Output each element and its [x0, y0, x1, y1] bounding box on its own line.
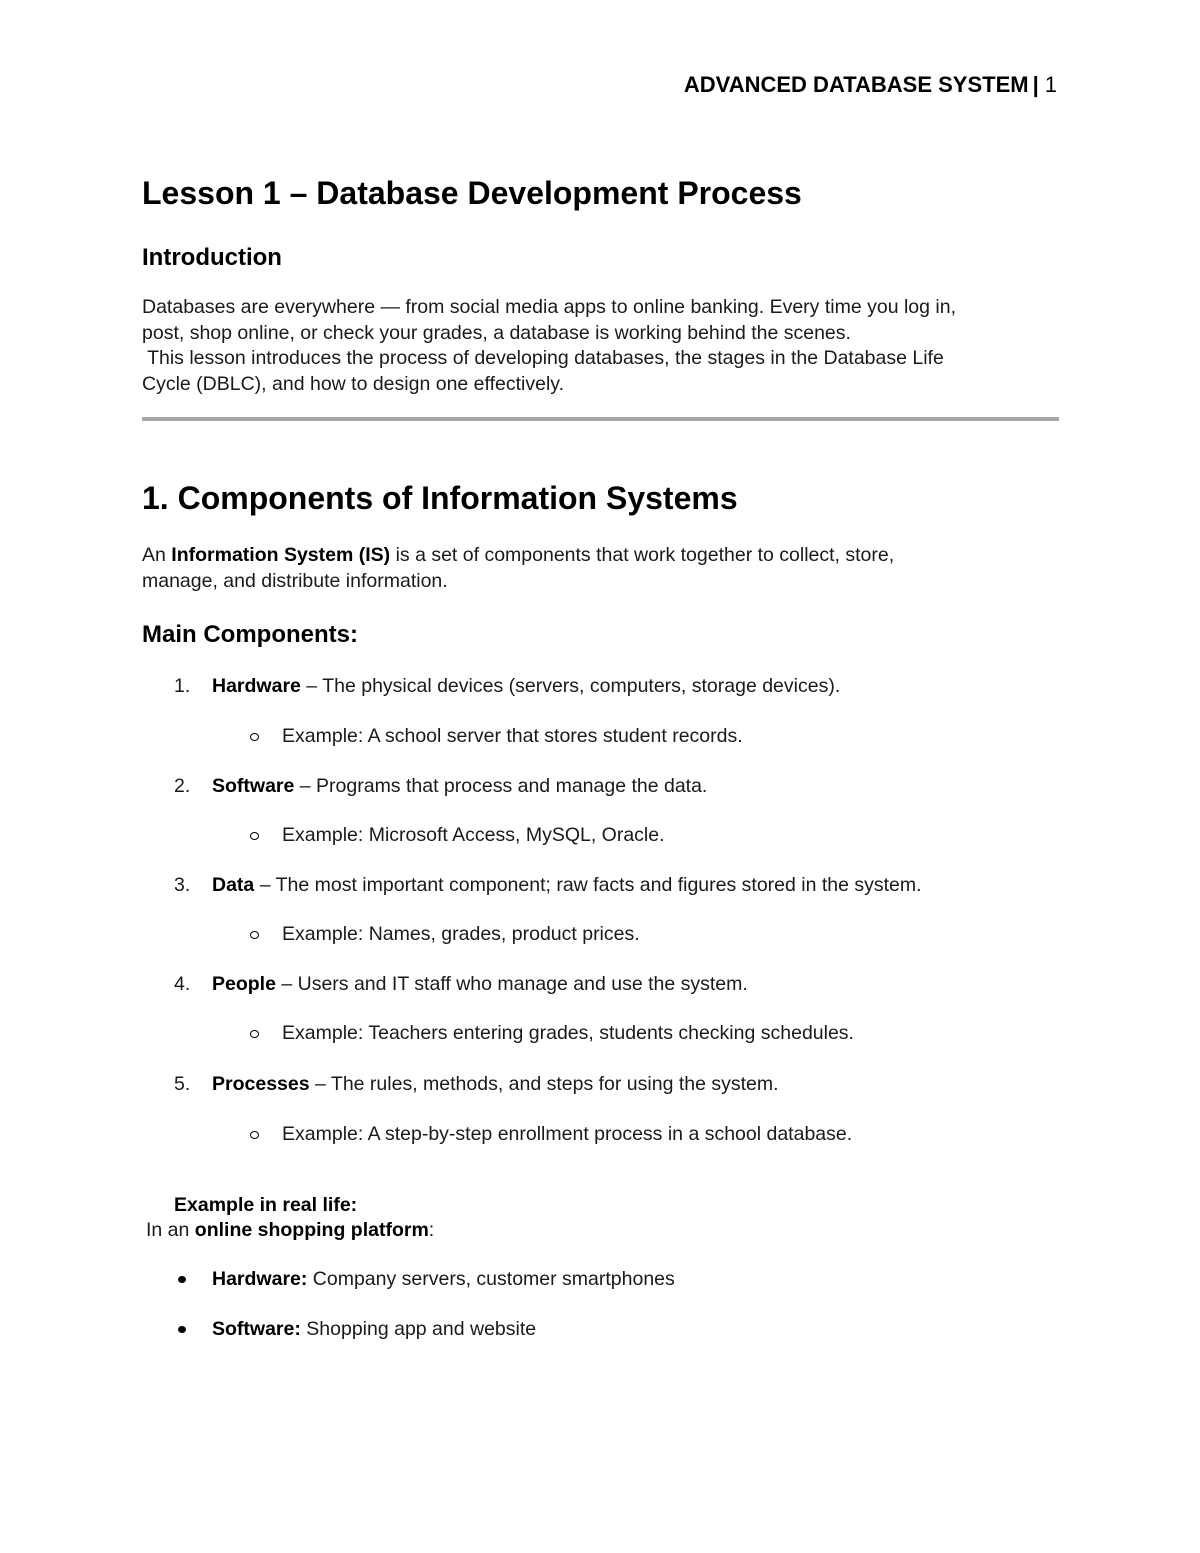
section-paragraph [142, 543, 1060, 594]
circle-bullet-icon [250, 733, 259, 741]
component-name: Hardware [212, 675, 301, 697]
bullet-desc: Shopping app and website [300, 1318, 537, 1340]
component-name: Processes [212, 1073, 310, 1095]
example-text: Example: Names, grades, product prices. [282, 923, 640, 945]
para-prefix: An [142, 544, 172, 566]
bullet-label: Hardware: [212, 1268, 308, 1290]
para-line2: manage, and distribute information. [142, 569, 448, 592]
list-number: 3. [174, 874, 191, 896]
example-text: Example: A school server that stores student records. [282, 725, 743, 747]
list-number: 1. [174, 675, 191, 697]
lesson-title: Lesson 1 – Database Development Process [142, 175, 802, 211]
bullet-desc: Company servers, customer smartphones [307, 1268, 675, 1290]
intro-line: post, shop online, or check your grades, a database is working behind the scenes. [142, 321, 851, 344]
bullet-dot-icon [178, 1326, 186, 1333]
list-text [212, 972, 748, 997]
horizontal-divider [142, 417, 1059, 421]
bullet-label: Software: [212, 1318, 301, 1340]
component-name: People [212, 973, 276, 995]
list-number: 5. [174, 1073, 191, 1095]
component-desc: – Programs that process and manage the data. [294, 775, 708, 797]
list-text [212, 774, 707, 799]
intro-line: This lesson introduces the process of developing databases, the stages in the Database Life [142, 347, 944, 369]
component-desc: – Users and IT staff who manage and use the system. [275, 973, 748, 995]
example-text: Example: Microsoft Access, MySQL, Oracle. [282, 824, 665, 846]
real-life-example-heading: Example in real life: [174, 1194, 358, 1216]
component-name: Data [212, 874, 255, 896]
bullet-text [212, 1267, 675, 1292]
header-separator: | [1032, 72, 1039, 97]
example-text: Example: Teachers entering grades, students checking schedules. [282, 1022, 854, 1044]
component-desc: – The most important component; raw facts and figures stored in the system. [254, 874, 922, 896]
component-name: Software [212, 775, 295, 797]
list-text [212, 674, 840, 699]
section-title: 1. Components of Information Systems [142, 480, 738, 516]
list-text [212, 873, 922, 898]
main-components-heading: Main Components: [142, 621, 358, 648]
circle-bullet-icon [250, 1131, 259, 1139]
introduction-paragraph [142, 295, 1060, 397]
intro-line: Cycle (DBLC), and how to design one effectively. [142, 372, 564, 395]
bullet-text [212, 1317, 536, 1342]
list-number: 2. [174, 775, 191, 797]
page-number: 1 [1044, 72, 1057, 97]
list-text [212, 1072, 779, 1097]
example-text: Example: A step-by-step enrollment process in a school database. [282, 1123, 853, 1145]
real-life-example-line [146, 1219, 434, 1242]
bullet-dot-icon [178, 1276, 186, 1283]
introduction-heading: Introduction [142, 244, 282, 271]
para-line1-rest: is a set of components that work together to collect, store, [390, 544, 895, 566]
circle-bullet-icon [250, 1030, 259, 1038]
para-bold-term: Information System (IS) [171, 544, 391, 566]
list-number: 4. [174, 973, 191, 995]
example-line-suffix: : [428, 1219, 435, 1241]
example-line-bold: online shopping platform [194, 1219, 429, 1241]
header-title: ADVANCED DATABASE SYSTEM [683, 72, 1029, 97]
intro-line: Databases are everywhere — from social media apps to online banking. Every time you log in, [142, 296, 956, 318]
component-desc: – The physical devices (servers, computers, storage devices). [300, 675, 841, 697]
page-header [684, 72, 1057, 98]
example-line-prefix: In an [146, 1219, 195, 1241]
circle-bullet-icon [250, 931, 259, 939]
circle-bullet-icon [250, 832, 259, 840]
component-desc: – The rules, methods, and steps for using the system. [309, 1073, 779, 1095]
